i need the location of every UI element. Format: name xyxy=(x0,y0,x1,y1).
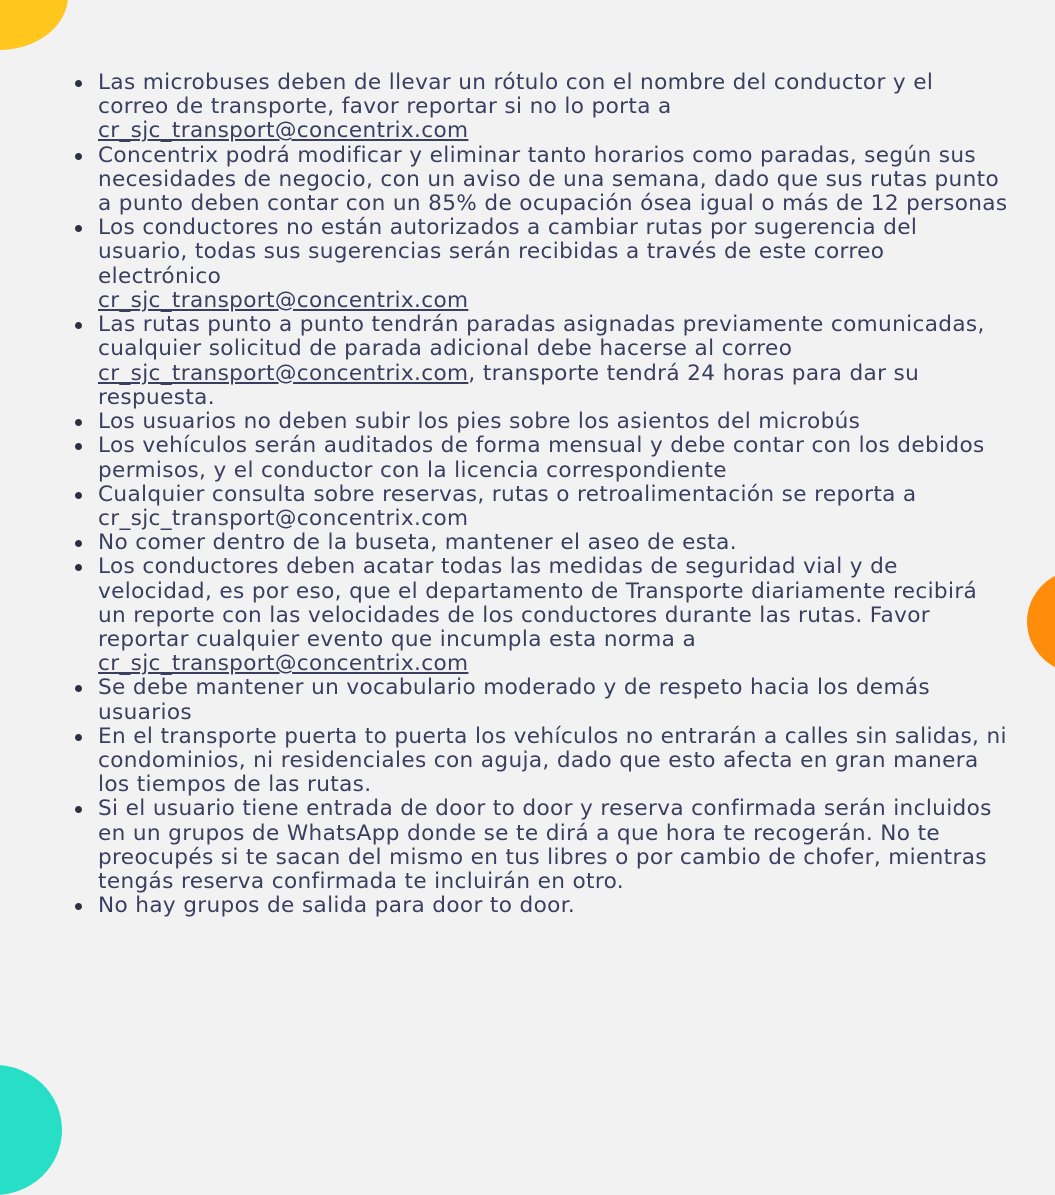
rule-text: Los usuarios no deben subir los pies sobre los asientos del microbús xyxy=(98,409,861,435)
bullet-icon xyxy=(75,685,82,692)
rule-text: Si el usuario tiene entrada de door to door y reserva confirmada serán incluidos en un grupos de WhatsApp donde se te dirá a que hora te recogerán. No te preocupés si te sacan del mismo en tus libres o por cambio de chofer, mientras tengás reserva confirmada te incluirán en otro. xyxy=(98,796,992,895)
bullet-icon xyxy=(75,806,82,813)
rule-text: No comer dentro de la buseta, mantener el aseo de esta. xyxy=(98,530,737,556)
rule-text: En el transporte puerta to puerta los vehículos no entrarán a calles sin salidas, ni condominios, ni residenciales con aguja, dado que esto afecta en gran manera los tiempos de las rutas. xyxy=(98,723,1007,798)
bullet-icon xyxy=(75,80,82,87)
rule-text: No hay grupos de salida para door to door. xyxy=(98,893,576,919)
list-item xyxy=(75,71,1010,144)
rule-text: Se debe mantener un vocabulario moderado y de respeto hacia los demás usuarios xyxy=(98,675,931,725)
rule-text: Los conductores deben acatar todas las medidas de seguridad vial y de velocidad, es por eso, que el departamento de Transporte diariamente recibirá un reporte con las velocidades de los conductores durante las rutas. Favor reportar cualquier evento que incumpla esta norma a xyxy=(98,554,978,653)
list-item xyxy=(75,531,1010,555)
bullet-icon xyxy=(75,419,82,426)
email-link[interactable]: cr_sjc_transport@concentrix.com xyxy=(98,360,469,386)
bullet-icon xyxy=(75,734,82,741)
rule-text: Concentrix podrá modificar y eliminar tanto horarios como paradas, según sus necesidades de negocio, con un aviso de una semana, dado que sus rutas punto a punto deben contar con un 85% de ocupación ósea igual o más de 12 personas xyxy=(98,142,1008,217)
rule-text: Cualquier consulta sobre reservas, rutas o retroalimentación se reporta a cr_sjc_transport@concentrix.com xyxy=(98,481,917,532)
decorative-orange-circle xyxy=(1027,569,1055,674)
bullet-icon xyxy=(75,153,82,160)
list-item xyxy=(75,144,1010,217)
rule-text: Las microbuses deben de llevar un rótulo con el nombre del conductor y el correo de transporte, favor reportar si no lo porta a xyxy=(98,70,934,120)
rule-text: Los conductores no están autorizados a cambiar rutas por sugerencia del usuario, todas sus sugerencias serán recibidas a través de este correo electrónico xyxy=(98,215,918,289)
bullet-icon xyxy=(75,443,82,450)
email-link[interactable]: cr_sjc_transport@concentrix.com xyxy=(98,651,469,677)
bullet-icon xyxy=(75,564,82,571)
list-item xyxy=(75,725,1010,798)
list-item xyxy=(75,555,1010,676)
list-item xyxy=(75,483,1010,531)
list-item xyxy=(75,410,1010,434)
email-link[interactable]: cr_sjc_transport@concentrix.com xyxy=(98,118,469,144)
bullet-icon xyxy=(75,322,82,329)
bullet-icon xyxy=(75,903,82,910)
list-item xyxy=(75,434,1010,482)
list-item xyxy=(75,313,1010,410)
list-item xyxy=(75,216,1010,313)
rule-text: Las rutas punto a punto tendrán paradas asignadas previamente comunicadas, cualquier solicitud de parada adicional debe hacerse al correo xyxy=(98,312,985,362)
bullet-icon xyxy=(75,492,82,499)
decorative-yellow-circle xyxy=(0,0,68,50)
rule-text-after: , transporte tendrá 24 horas para dar su respuesta. xyxy=(98,360,920,410)
rule-text: Los vehículos serán auditados de forma mensual y debe contar con los debidos permisos, y el conductor con la licencia correspondiente xyxy=(98,433,985,483)
list-item xyxy=(75,894,1010,918)
bullet-icon xyxy=(75,225,82,232)
list-item xyxy=(75,676,1010,724)
bullet-icon xyxy=(75,540,82,547)
transport-rules-list xyxy=(75,71,1010,918)
decorative-teal-circle xyxy=(0,1065,62,1195)
list-item xyxy=(75,797,1010,894)
email-link[interactable]: cr_sjc_transport@concentrix.com xyxy=(98,287,469,313)
